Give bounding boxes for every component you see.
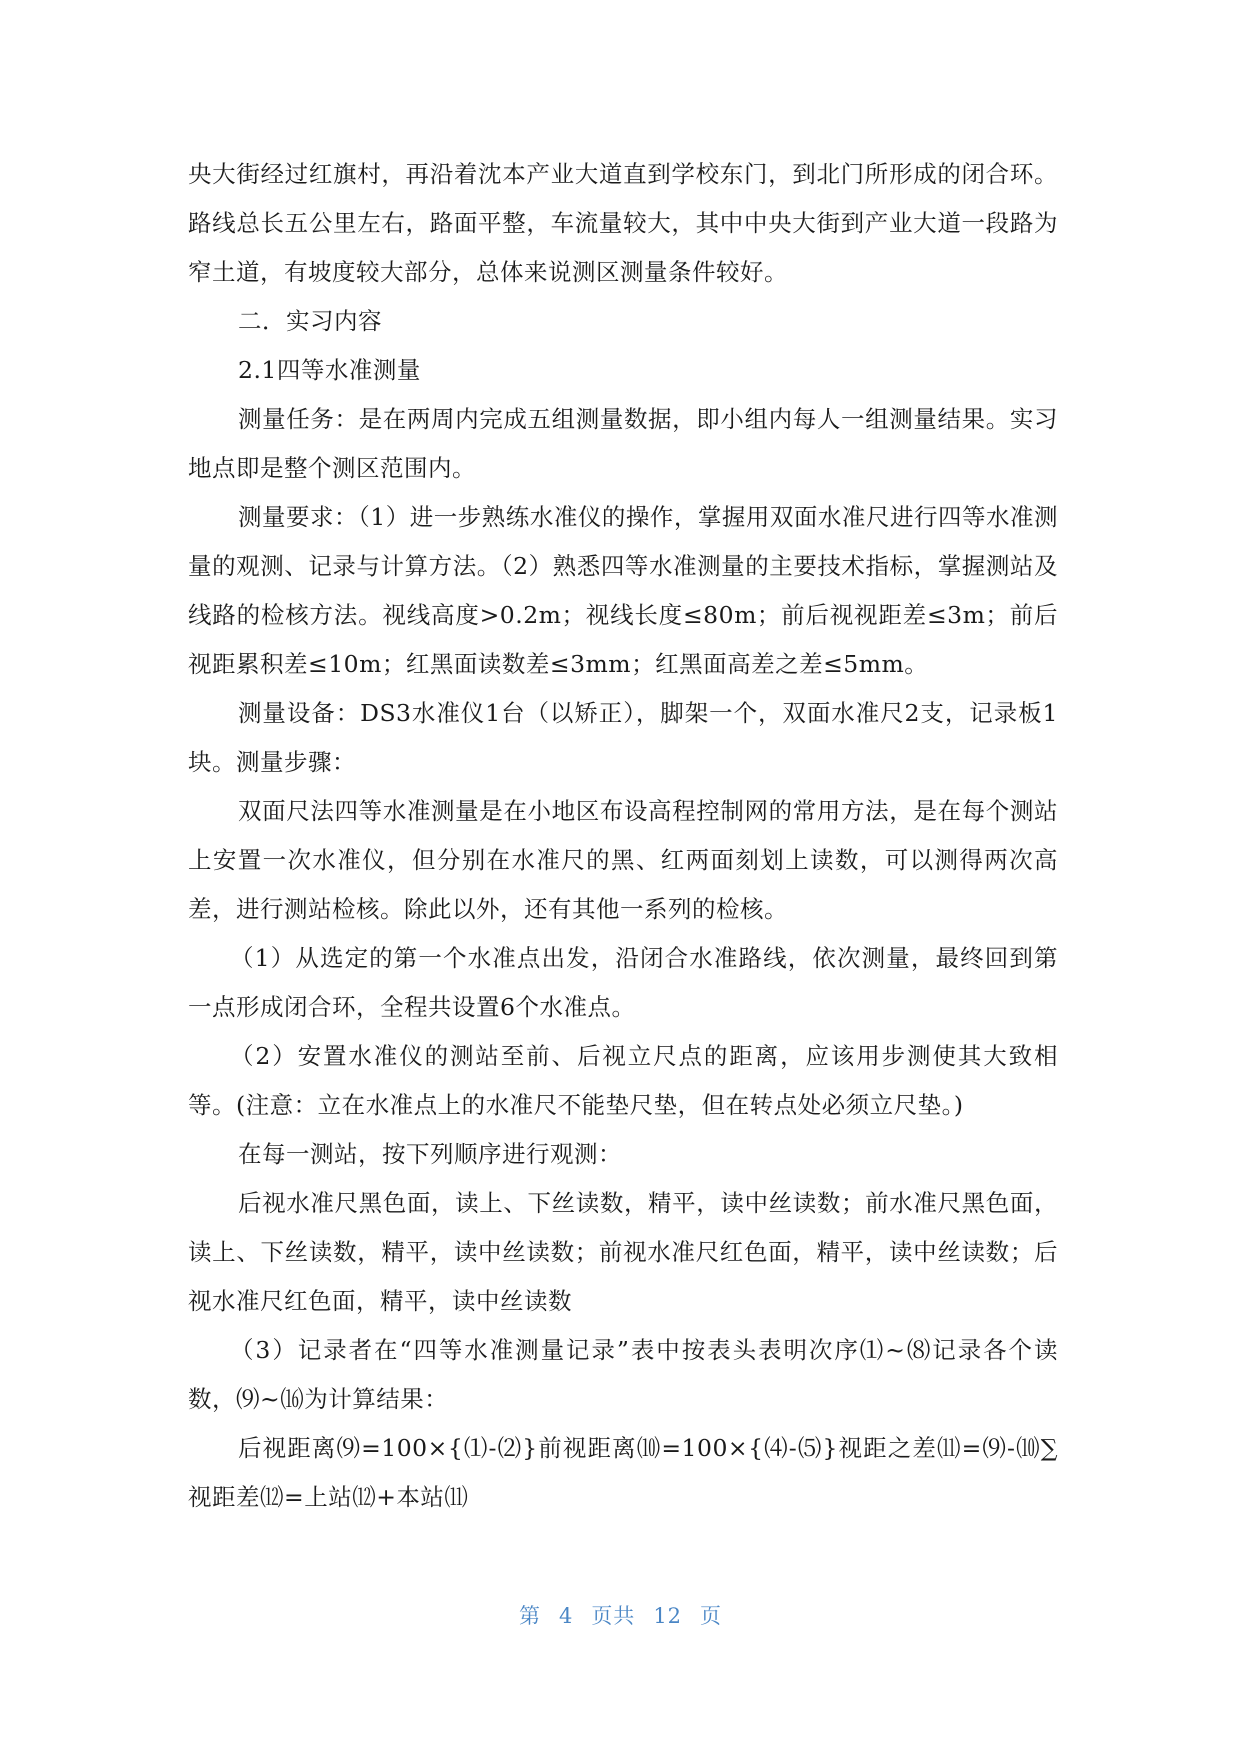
footer-total-pages: 12 [653, 1604, 683, 1628]
paragraph-observation-order: 后视水准尺黑色面，读上、下丝读数，精平，读中丝读数；前水准尺黑色面，读上、下丝读数，精平，读中丝读数；前视水准尺红色面，精平，读中丝读数；后视水准尺红色面，精平，读中丝读数 [188, 1189, 1058, 1315]
footer-label-di: 第 [518, 1604, 541, 1628]
footer-current-page: 4 [558, 1604, 574, 1628]
paragraph-step-3: （3）记录者在“四等水准测量记录”表中按表头表明次序⑴~⑻记录各个读数，⑼~⒃为计算结果： [188, 1336, 1058, 1413]
paragraph-step-1: （1）从选定的第一个水准点出发，沿闭合水准路线，依次测量，最终回到第一点形成闭合环，全程共设置6个水准点。 [188, 944, 1058, 1021]
paragraph-survey-requirements: 测量要求：（1）进一步熟练水准仪的操作，掌握用双面水准尺进行四等水准测量的观测、记录与计算方法。（2）熟悉四等水准测量的主要技术指标，掌握测站及线路的检核方法。视线高度>0.2m；视线长度≤80m；前后视视距差≤3m；前后视距累积差≤10m；红黑面读数差≤3mm；红黑面高差之差≤5mm。 [188, 503, 1058, 678]
paragraph-observation-order-intro: 在每一测站，按下列顺序进行观测： [238, 1140, 622, 1168]
section-heading-internship-content: 二．实习内容 [238, 307, 382, 335]
paragraph-double-face-method: 双面尺法四等水准测量是在小地区布设高程控制网的常用方法，是在每个测站上安置一次水准仪，但分别在水准尺的黑、红两面刻划上读数，可以测得两次高差，进行测站检核。除此以外，还有其他一系列的检核。 [188, 797, 1058, 923]
footer-label-ye: 页 [700, 1604, 723, 1628]
footer-label-ye-gong: 页共 [591, 1604, 636, 1628]
paragraph-survey-task: 测量任务：是在两周内完成五组测量数据，即小组内每人一组测量结果。实习地点即是整个测区范围内。 [188, 405, 1058, 482]
paragraph-step-2: （2）安置水准仪的测站至前、后视立尺点的距离，应该用步测使其大致相等。(注意：立在水准点上的水准尺不能垫尺垫，但在转点处必须立尺垫。) [188, 1042, 1058, 1119]
paragraph-route-description: 央大街经过红旗村，再沿着沈本产业大道直到学校东门，到北门所形成的闭合环。路线总长五公里左右，路面平整，车流量较大，其中中央大街到产业大道一段路为窄土道，有坡度较大部分，总体来说测区测量条件较好。 [188, 160, 1058, 286]
subsection-heading-leveling: 2.1四等水准测量 [238, 356, 421, 384]
paragraph-survey-equipment: 测量设备：DS3水准仪1台（以矫正），脚架一个，双面水准尺2支，记录板1块。测量步骤： [188, 699, 1058, 776]
page-footer [0, 1600, 1241, 1630]
document-body [188, 150, 1058, 1522]
paragraph-formulas: 后视距离⑼=100×{⑴-⑵}前视距离⑽=100×{⑷-⑸}视距之差⑾=⑼-⑽∑视距差⑿=上站⑿+本站⑾ [188, 1434, 1058, 1511]
